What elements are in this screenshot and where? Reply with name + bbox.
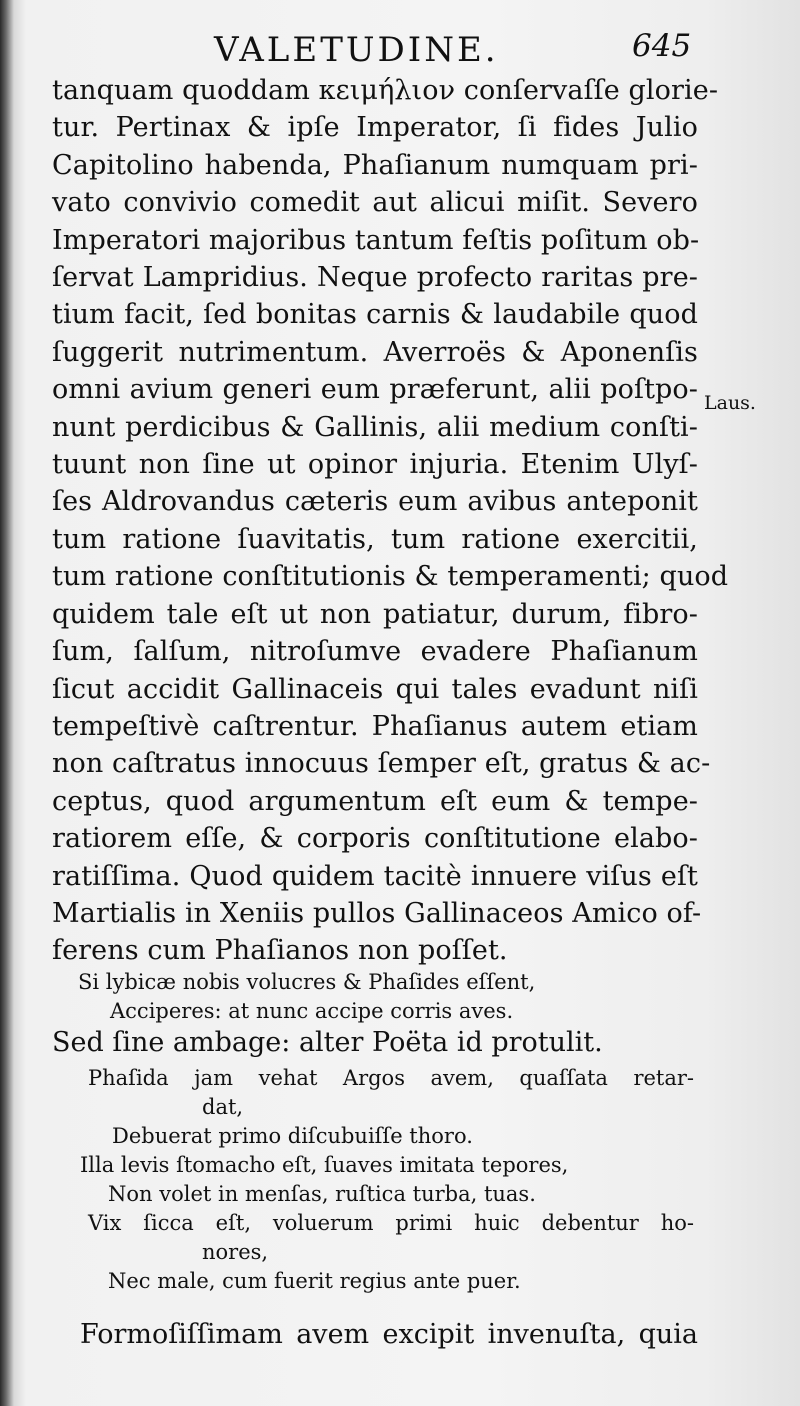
verse-line: Phaſida jam vehat Argos avem, quaſſata retar- — [88, 1066, 694, 1090]
page-header — [0, 18, 800, 68]
body-line: ſes Aldrovandus cæteris eum avibus anteponit — [52, 486, 698, 518]
body-line: Formoſiſſimam avem excipit invenuſta, quia — [80, 1319, 698, 1350]
body-line: tum ratione conſtitutionis & temperamenti; quod — [52, 561, 729, 593]
body-line: tuunt non ſine ut opinor injuria. Etenim Ulyſ- — [52, 449, 698, 481]
body-line: tium facit, ſed bonitas carnis & laudabile quod — [52, 299, 698, 331]
body-line: vato convivio comedit aut alicui miſit. Severo — [52, 187, 698, 219]
body-line: ſervat Lampridius. Neque profecto raritas pre- — [52, 262, 698, 294]
page-number: 645 — [632, 28, 692, 64]
verse-line: Acciperes: at nunc accipe corris aves. — [110, 999, 514, 1023]
body-line: non caſtratus innocuus ſemper eſt, gratus & ac- — [52, 748, 711, 780]
body-line: tanquam quoddam κειμήλιον conſervaſſe glorie- — [52, 75, 719, 106]
margin-note: Laus. — [704, 392, 756, 414]
body-line: ſum, ſalſum, nitroſumve evadere Phaſianum — [52, 636, 698, 668]
body-line: tum ratione ſuavitatis, tum ratione exercitii, — [52, 523, 698, 555]
body-line: Imperatori majoribus tantum feſtis poſitum ob- — [52, 224, 700, 256]
body-line: ratiorem eſſe, & corporis conſtitutione elabo- — [52, 823, 698, 855]
verse-line: Vix ſicca eſt, voluerum primi huic debentur ho- — [88, 1211, 694, 1235]
body-line: omni avium generi eum præferunt, alii poſtpo- — [52, 374, 698, 406]
body-paragraph — [52, 72, 729, 970]
body-line: nunt perdicibus & Gallinis, alii medium conſti- — [52, 411, 698, 443]
verse-line: Debuerat primo diſcubuiſſe thoro. — [112, 1124, 473, 1148]
body-line: ratiſſima. Quod quidem tacitè innuere viſus eſt — [52, 860, 698, 892]
verse-line: Nec male, cum fuerit regius ante puer. — [108, 1269, 521, 1293]
body-line: ſuggerit nutrimentum. Averroës & Aponenſis — [52, 336, 698, 368]
body-line: tempeſtivè caſtrentur. Phaſianus autem etiam — [52, 710, 698, 742]
body-line: Sed ſine ambage: alter Poëta id protulit. — [52, 1027, 603, 1058]
body-line: ferens cum Phaſianos non poſſet. — [52, 935, 508, 967]
body-line: tur. Pertinax & ipſe Imperator, ſi fides Julio — [52, 112, 698, 144]
running-title: VALETUDINE. — [214, 30, 499, 70]
verse-line: nores, — [202, 1240, 269, 1264]
verse-line: dat, — [202, 1095, 244, 1119]
body-line: ceptus, quod argumentum eſt eum & tempe- — [52, 785, 698, 817]
verse-line: Non volet in menſas, ruſtica turba, tuas. — [108, 1182, 536, 1206]
verse-line: Si lybicæ nobis volucres & Phaſides eſſent, — [78, 970, 536, 994]
verse-line: Illa levis ſtomacho eſt, ſuaves imitata tepores, — [80, 1153, 569, 1177]
body-line: Martialis in Xeniis pullos Gallinaceos Amico of- — [52, 897, 702, 929]
body-line: ſicut accidit Gallinaceis qui tales evadunt niſi — [52, 673, 698, 705]
body-line: quidem tale eſt ut non patiatur, durum, fibro- — [52, 598, 698, 630]
body-line: Capitolino habenda, Phaſianum numquam pri- — [52, 149, 698, 181]
